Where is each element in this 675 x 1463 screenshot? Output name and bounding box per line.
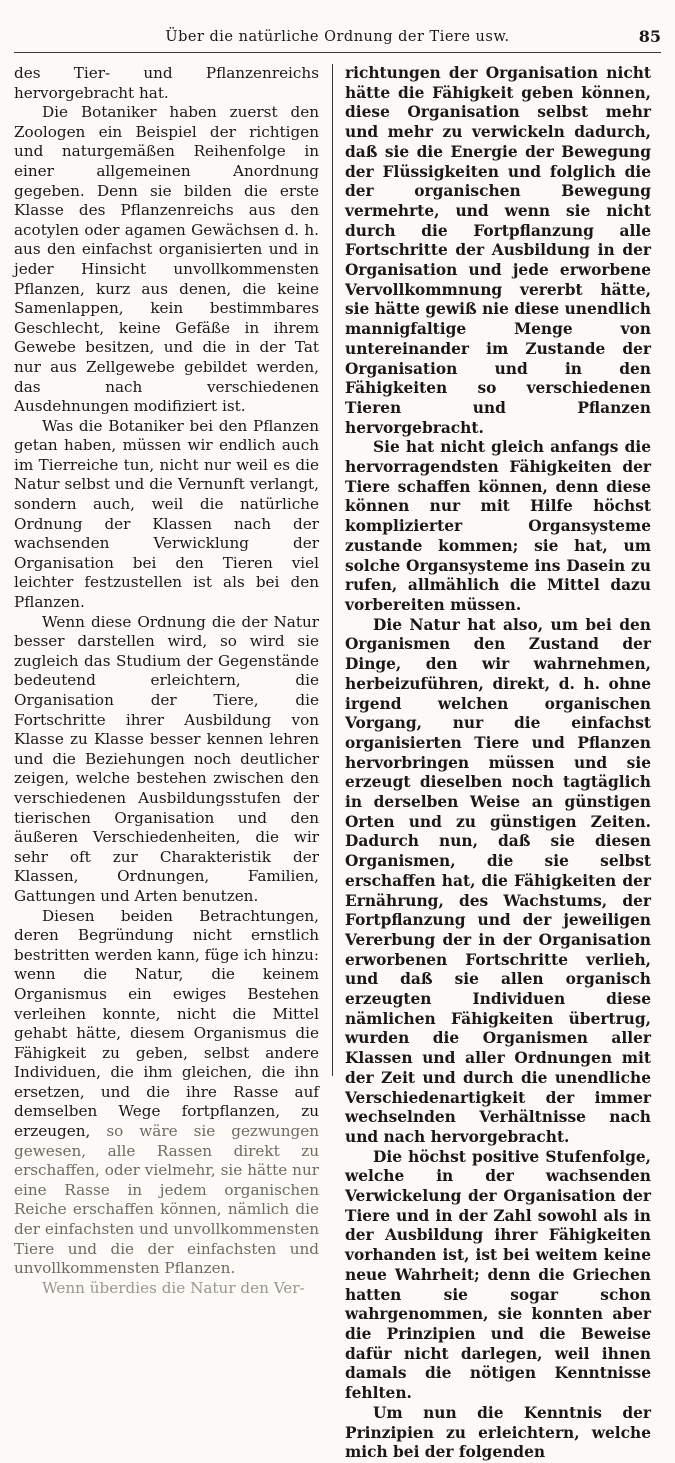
- column-divider: [332, 64, 333, 1076]
- page-number: 85: [638, 27, 661, 46]
- paragraph: Wenn überdies die Natur den Ver-: [42, 1278, 305, 1297]
- faded-paragraph-part: so wäre sie gezwungen gewesen, alle Rassen direkt zu erschaffen, oder vielmehr, sie hätte nur eine Rasse in jedem organischen Reiche erschaffen können, nämlich die der einfachsten und unvollkommensten Tiere und die der einfachsten und unvollkommensten Pflanzen.: [14, 1122, 319, 1278]
- paragraph: Die Natur hat also, um bei den Organismen den Zustand der Dinge, den wir wahrnehmen, herbeizuführen, direkt, d. h. ohne irgend welchen organischen Vorgang, nur die einfachst organisierten Tiere und Pflanzen hervorbringen müssen und sie erzeugt dieselben noch tagtäglich in derselben Weise an günstigen Orten und zu günstigen Zeiten. Dadurch nun, daß sie diesen Organismen, die sie selbst erschaffen hat, die Fähigkeiten der Ernährung, des Wachstums, der Fortpflanzung und der jeweiligen Vererbung der in der Organisation erworbenen Fortschritte verlieh, und daß sie allen organisch erzeugten Individuen diese nämlichen Fähigkeiten übertrug, wurden die Organismen aller Klassen und aller Ordnungen mit der Zeit und durch die unendliche Verschiedenartigkeit der immer wechselnden Verhältnisse nach und nach hervorgebracht.: [345, 615, 651, 1146]
- paragraph: Was die Botaniker bei den Pflanzen getan haben, müssen wir endlich auch im Tierreiche tun, nicht nur weil es die Natur selbst und die Vernunft verlangt, sondern auch, weil die natürliche Ordnung der Klassen nach der wachsenden Verwicklung der Organisation bei den Tieren viel leichter festzustellen ist als bei den Pflanzen.: [14, 416, 319, 612]
- paragraph: [14, 907, 319, 1279]
- right-column: [345, 64, 651, 1463]
- paragraph: richtungen der Organisation nicht hätte die Fähigkeit geben können, diese Organisation selbst mehr und mehr zu verwickeln dadurch, daß sie die Energie der Bewegung der Flüssigkeiten und folglich die der organischen Bewegung vermehrte, und wenn sie nicht durch die Fortpflanzung alle Fortschritte der Ausbildung in der Organisation und jede erworbene Vervollkommnung vererbt hätte, sie hätte gewiß nie diese unendlich mannigfaltige Menge von untereinander im Zustande der Organisation und in den Fähigkeiten so verschiedenen Tieren und Pflanzen hervorgebracht.: [345, 64, 651, 437]
- paragraph: Um nun die Kenntnis der Prinzipien zu erleichtern, welche mich bei der folgenden: [345, 1403, 651, 1462]
- paragraph-part: Diesen beiden Betrachtungen, deren Begründung nicht ernstlich bestritten werden kann, füge ich hinzu: wenn die Natur, die keinem Organismus ein ewiges Bestehen verleihen konnte, nicht die Mittel gehabt hätte, diesem Organismus die Fähigkeit zu geben, selbst andere Individuen, die ihm gleichen, die ihn ersetzen, und die ihre Rasse auf demselben Wege fortpflanzen, zu erzeugen,: [14, 906, 319, 1141]
- left-column: [14, 64, 319, 1298]
- paragraph: Sie hat nicht gleich anfangs die hervorragendsten Fähigkeiten der Tiere schaffen können, denn diese können nur mit Hilfe höchst komplizierter Organsysteme zustande kommen; sie hat, um solche Organsysteme ins Dasein zu rufen, allmählich die Mittel dazu vorbereiten müssen.: [345, 438, 651, 614]
- paragraph: Die höchst positive Stufenfolge, welche in der wachsenden Verwickelung der Organisation der Tiere und in der Zahl sowohl als in der Ausbildung ihrer Fähigkeiten vorhanden ist, ist bei weitem keine neue Wahrheit; denn die Griechen hatten sie sogar schon wahrgenommen, sie konnten aber die Prinzipien und die Beweise dafür nicht darlegen, weil ihnen damals die nötigen Kenntnisse fehlten.: [345, 1147, 651, 1403]
- running-title: Über die natürliche Ordnung der Tiere usw.: [165, 29, 510, 45]
- paragraph: Die Botaniker haben zuerst den Zoologen ein Beispiel der richtigen und naturgemäßen Reihenfolge in einer allgemeinen Anordnung gegeben. Denn sie bilden die erste Klasse des Pflanzenreichs aus den acotylen oder agamen Gewächsen d. h. aus den einfachst organisierten und in jeder Hinsicht unvollkommensten Pflanzen, kurz aus denen, die keine Samenlappen, kein bestimmbares Geschlecht, keine Gefäße in ihrem Gewebe besitzen, und die in der Tat nur aus Zellgewebe gebildet werden, das nach verschiedenen Ausdehnungen modifiziert ist.: [14, 103, 319, 416]
- paragraph: Wenn diese Ordnung die der Natur besser darstellen wird, so wird sie zugleich das Studium der Gegenstände bedeutend erleichtern, die Organisation der Tiere, die Fortschritte ihrer Ausbildung von Klasse zu Klasse besser kennen lehren und die Beziehungen noch deutlicher zeigen, welche bestehen zwischen den verschiedenen Ausbildungsstufen der tierischen Organisation und den äußeren Verschiedenheiten, die wir sehr oft zur Charakteristik der Klassen, Ordnungen, Familien, Gattungen und Arten benutzen.: [14, 612, 319, 905]
- page-header: [14, 26, 661, 53]
- paragraph: des Tier- und Pflanzenreichs hervorgebracht hat.: [14, 64, 319, 102]
